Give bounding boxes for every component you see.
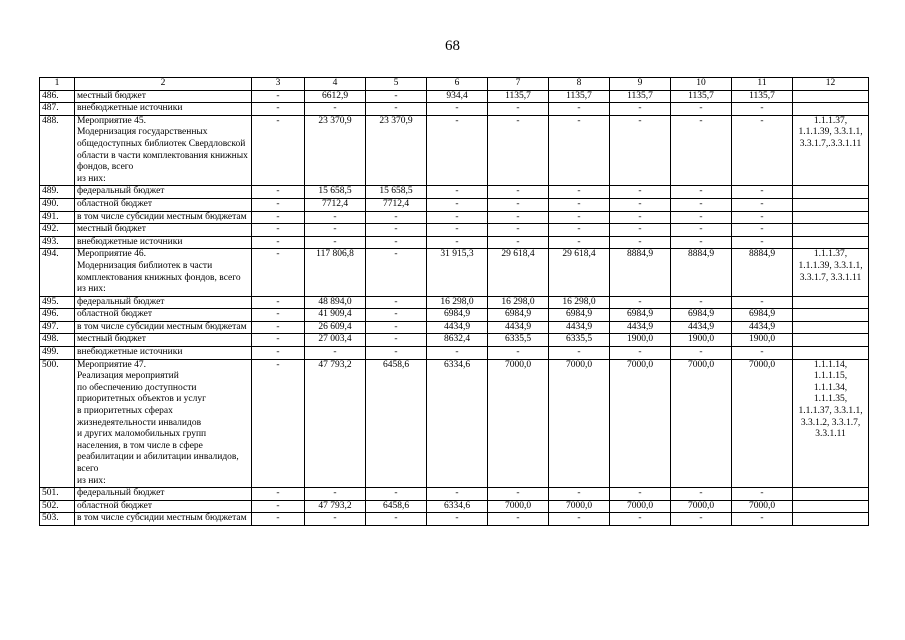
value-cell: -	[366, 224, 427, 237]
row-number-cell: 502.	[40, 500, 75, 513]
value-cell: -	[549, 186, 610, 199]
value-cell: -	[427, 211, 488, 224]
value-cell: -	[252, 359, 305, 488]
value-cell: 23 370,9	[305, 115, 366, 186]
value-cell: -	[610, 236, 671, 249]
value-cell: 8884,9	[610, 249, 671, 296]
value-cell: -	[366, 211, 427, 224]
indicator-ref-cell	[793, 500, 869, 513]
value-cell: -	[549, 347, 610, 360]
value-cell: 1900,0	[671, 334, 732, 347]
value-cell: -	[732, 236, 793, 249]
column-header: 12	[793, 78, 869, 91]
value-cell: -	[366, 296, 427, 309]
item-name-cell: Мероприятие 46. Модернизация библиотек в части комплектования книжных фондов, всего из них:	[75, 249, 252, 296]
value-cell: -	[610, 211, 671, 224]
indicator-ref-cell	[793, 224, 869, 237]
column-header: 6	[427, 78, 488, 91]
value-cell: 29 618,4	[488, 249, 549, 296]
item-name-cell: внебюджетные источники	[75, 103, 252, 116]
column-header: 9	[610, 78, 671, 91]
table-row	[40, 115, 869, 186]
indicator-ref-cell	[793, 309, 869, 322]
value-cell: -	[305, 224, 366, 237]
value-cell: 7000,0	[610, 359, 671, 488]
row-number-cell: 501.	[40, 488, 75, 501]
row-number-cell: 497.	[40, 321, 75, 334]
row-number-cell: 498.	[40, 334, 75, 347]
budget-table	[39, 77, 869, 526]
value-cell: -	[671, 211, 732, 224]
table-row	[40, 90, 869, 103]
value-cell: 7000,0	[488, 359, 549, 488]
value-cell: -	[732, 296, 793, 309]
value-cell: 4434,9	[427, 321, 488, 334]
value-cell: -	[488, 186, 549, 199]
value-cell: 15 658,5	[305, 186, 366, 199]
table-row	[40, 186, 869, 199]
value-cell: 6984,9	[732, 309, 793, 322]
item-name-cell: областной бюджет	[75, 198, 252, 211]
value-cell: -	[549, 488, 610, 501]
value-cell: -	[610, 186, 671, 199]
value-cell: -	[610, 103, 671, 116]
value-cell: -	[549, 513, 610, 526]
value-cell: -	[252, 296, 305, 309]
item-name-cell: в том числе субсидии местным бюджетам	[75, 321, 252, 334]
column-header: 2	[75, 78, 252, 91]
table-row	[40, 334, 869, 347]
column-header: 7	[488, 78, 549, 91]
value-cell: -	[610, 198, 671, 211]
value-cell: -	[427, 224, 488, 237]
value-cell: -	[366, 334, 427, 347]
table-row	[40, 500, 869, 513]
page-number: 68	[445, 38, 460, 54]
value-cell: -	[732, 347, 793, 360]
table-row	[40, 224, 869, 237]
item-name-cell: областной бюджет	[75, 500, 252, 513]
table-row	[40, 488, 869, 501]
value-cell: -	[427, 488, 488, 501]
value-cell: -	[671, 186, 732, 199]
value-cell: -	[610, 115, 671, 186]
value-cell: -	[252, 198, 305, 211]
value-cell: -	[671, 488, 732, 501]
value-cell: -	[366, 347, 427, 360]
value-cell: -	[366, 103, 427, 116]
value-cell: -	[305, 103, 366, 116]
value-cell: 31 915,3	[427, 249, 488, 296]
table-row	[40, 296, 869, 309]
table-row	[40, 103, 869, 116]
column-header: 3	[252, 78, 305, 91]
value-cell: 7712,4	[305, 198, 366, 211]
value-cell: -	[252, 211, 305, 224]
value-cell: 4434,9	[610, 321, 671, 334]
column-header: 1	[40, 78, 75, 91]
value-cell: -	[671, 347, 732, 360]
indicator-ref-cell	[793, 347, 869, 360]
value-cell: 1135,7	[488, 90, 549, 103]
value-cell: -	[252, 513, 305, 526]
value-cell: 16 298,0	[488, 296, 549, 309]
value-cell: -	[305, 488, 366, 501]
table-row	[40, 321, 869, 334]
value-cell: 934,4	[427, 90, 488, 103]
item-name-cell: внебюджетные источники	[75, 236, 252, 249]
value-cell: -	[427, 198, 488, 211]
value-cell: -	[252, 115, 305, 186]
value-cell: -	[610, 224, 671, 237]
value-cell: -	[610, 296, 671, 309]
row-number-cell: 489.	[40, 186, 75, 199]
value-cell: -	[366, 249, 427, 296]
value-cell: 6984,9	[671, 309, 732, 322]
value-cell: -	[732, 186, 793, 199]
value-cell: 8884,9	[732, 249, 793, 296]
value-cell: -	[732, 211, 793, 224]
indicator-ref-cell	[793, 513, 869, 526]
row-number-cell: 488.	[40, 115, 75, 186]
item-name-cell: Мероприятие 47. Реализация мероприятий по обеспечению доступности приоритетных объектов и услуг в приоритетных сферах жизнедеятельности инвалидов и других маломобильных групп населения, в том числе в сфере реабилитации и абилитации инвалидов, всего из них:	[75, 359, 252, 488]
value-cell: -	[549, 211, 610, 224]
value-cell: -	[488, 347, 549, 360]
table-row	[40, 249, 869, 296]
item-name-cell: областной бюджет	[75, 309, 252, 322]
row-number-cell: 492.	[40, 224, 75, 237]
value-cell: -	[549, 236, 610, 249]
column-header: 8	[549, 78, 610, 91]
value-cell: 48 894,0	[305, 296, 366, 309]
value-cell: -	[549, 198, 610, 211]
value-cell: -	[252, 103, 305, 116]
value-cell: 7000,0	[671, 500, 732, 513]
row-number-cell: 487.	[40, 103, 75, 116]
value-cell: -	[305, 513, 366, 526]
value-cell: -	[671, 115, 732, 186]
value-cell: -	[671, 513, 732, 526]
item-name-cell: в том числе субсидии местным бюджетам	[75, 513, 252, 526]
value-cell: -	[732, 488, 793, 501]
value-cell: 7000,0	[671, 359, 732, 488]
value-cell: 1900,0	[732, 334, 793, 347]
column-header: 5	[366, 78, 427, 91]
value-cell: 15 658,5	[366, 186, 427, 199]
indicator-ref-cell	[793, 198, 869, 211]
row-number-cell: 486.	[40, 90, 75, 103]
indicator-ref-cell: 1.1.1.37, 1.1.1.39, 3.3.1.1, 3.3.1.7,.3.3.1.11	[793, 115, 869, 186]
value-cell: 6335,5	[488, 334, 549, 347]
indicator-ref-cell	[793, 211, 869, 224]
value-cell: -	[252, 186, 305, 199]
table-row	[40, 236, 869, 249]
value-cell: -	[488, 488, 549, 501]
value-cell: 29 618,4	[549, 249, 610, 296]
value-cell: -	[427, 236, 488, 249]
value-cell: -	[305, 347, 366, 360]
value-cell: -	[366, 236, 427, 249]
value-cell: -	[671, 224, 732, 237]
value-cell: 6334,6	[427, 359, 488, 488]
item-name-cell: местный бюджет	[75, 224, 252, 237]
value-cell: -	[366, 513, 427, 526]
value-cell: -	[488, 236, 549, 249]
value-cell: 6335,5	[549, 334, 610, 347]
value-cell: 8884,9	[671, 249, 732, 296]
row-number-cell: 503.	[40, 513, 75, 526]
value-cell: 7712,4	[366, 198, 427, 211]
value-cell: -	[671, 236, 732, 249]
value-cell: -	[252, 224, 305, 237]
value-cell: -	[549, 115, 610, 186]
value-cell: -	[252, 334, 305, 347]
value-cell: 4434,9	[732, 321, 793, 334]
value-cell: -	[252, 321, 305, 334]
value-cell: 7000,0	[610, 500, 671, 513]
value-cell: 27 003,4	[305, 334, 366, 347]
value-cell: -	[488, 211, 549, 224]
indicator-ref-cell	[793, 488, 869, 501]
value-cell: -	[427, 115, 488, 186]
item-name-cell: местный бюджет	[75, 334, 252, 347]
value-cell: 6984,9	[549, 309, 610, 322]
value-cell: -	[427, 103, 488, 116]
value-cell: 1135,7	[610, 90, 671, 103]
value-cell: 23 370,9	[366, 115, 427, 186]
value-cell: -	[610, 347, 671, 360]
value-cell: 6458,6	[366, 500, 427, 513]
indicator-ref-cell	[793, 90, 869, 103]
indicator-ref-cell: 1.1.1.14, 1.1.1.15, 1.1.1.34, 1.1.1.35, 1.1.1.37, 3.3.1.1, 3.3.1.2, 3.3.1.7, 3.3.1.11	[793, 359, 869, 488]
value-cell: -	[366, 309, 427, 322]
value-cell: -	[252, 90, 305, 103]
value-cell: 7000,0	[732, 500, 793, 513]
value-cell: 1135,7	[549, 90, 610, 103]
value-cell: 6334,6	[427, 500, 488, 513]
value-cell: -	[488, 513, 549, 526]
value-cell: -	[549, 103, 610, 116]
column-header: 10	[671, 78, 732, 91]
value-cell: -	[366, 488, 427, 501]
value-cell: -	[732, 198, 793, 211]
value-cell: -	[488, 198, 549, 211]
value-cell: -	[671, 103, 732, 116]
value-cell: -	[488, 115, 549, 186]
row-number-cell: 500.	[40, 359, 75, 488]
table-row	[40, 513, 869, 526]
value-cell: 8632,4	[427, 334, 488, 347]
value-cell: -	[252, 249, 305, 296]
row-number-cell: 491.	[40, 211, 75, 224]
value-cell: 7000,0	[488, 500, 549, 513]
indicator-ref-cell	[793, 236, 869, 249]
value-cell: 6458,6	[366, 359, 427, 488]
value-cell: 47 793,2	[305, 359, 366, 488]
value-cell: 4434,9	[671, 321, 732, 334]
value-cell: -	[732, 224, 793, 237]
value-cell: 4434,9	[549, 321, 610, 334]
table-row	[40, 211, 869, 224]
item-name-cell: федеральный бюджет	[75, 488, 252, 501]
value-cell: 6612,9	[305, 90, 366, 103]
item-name-cell: федеральный бюджет	[75, 186, 252, 199]
value-cell: 16 298,0	[549, 296, 610, 309]
value-cell: -	[252, 347, 305, 360]
value-cell: -	[610, 513, 671, 526]
value-cell: -	[305, 211, 366, 224]
value-cell: 1900,0	[610, 334, 671, 347]
row-number-cell: 490.	[40, 198, 75, 211]
value-cell: -	[427, 186, 488, 199]
value-cell: 6984,9	[488, 309, 549, 322]
indicator-ref-cell	[793, 186, 869, 199]
value-cell: 1135,7	[732, 90, 793, 103]
value-cell: -	[427, 347, 488, 360]
value-cell: -	[610, 488, 671, 501]
indicator-ref-cell	[793, 321, 869, 334]
table-row	[40, 347, 869, 360]
value-cell: -	[671, 198, 732, 211]
row-number-cell: 499.	[40, 347, 75, 360]
value-cell: 7000,0	[732, 359, 793, 488]
row-number-cell: 494.	[40, 249, 75, 296]
column-header: 11	[732, 78, 793, 91]
value-cell: -	[252, 236, 305, 249]
value-cell: -	[252, 488, 305, 501]
value-cell: -	[732, 115, 793, 186]
value-cell: -	[732, 513, 793, 526]
item-name-cell: в том числе субсидии местным бюджетам	[75, 211, 252, 224]
indicator-ref-cell	[793, 103, 869, 116]
value-cell: -	[252, 500, 305, 513]
indicator-ref-cell: 1.1.1.37, 1.1.1.39, 3.3.1.1, 3.3.1.7, 3.3.1.11	[793, 249, 869, 296]
row-number-cell: 495.	[40, 296, 75, 309]
column-header: 4	[305, 78, 366, 91]
value-cell: -	[366, 90, 427, 103]
item-name-cell: федеральный бюджет	[75, 296, 252, 309]
value-cell: -	[488, 103, 549, 116]
table-row	[40, 198, 869, 211]
value-cell: 41 909,4	[305, 309, 366, 322]
value-cell: 6984,9	[610, 309, 671, 322]
item-name-cell: Мероприятие 45. Модернизация государственных общедоступных библиотек Свердловской области в части комплектования книжных фондов, всего из них:	[75, 115, 252, 186]
value-cell: -	[252, 309, 305, 322]
table-header-row	[40, 78, 869, 91]
value-cell: 7000,0	[549, 500, 610, 513]
value-cell: -	[366, 321, 427, 334]
value-cell: 4434,9	[488, 321, 549, 334]
value-cell: 47 793,2	[305, 500, 366, 513]
table-row	[40, 359, 869, 488]
value-cell: 6984,9	[427, 309, 488, 322]
value-cell: -	[305, 236, 366, 249]
item-name-cell: местный бюджет	[75, 90, 252, 103]
value-cell: -	[671, 296, 732, 309]
value-cell: 1135,7	[671, 90, 732, 103]
value-cell: 117 806,8	[305, 249, 366, 296]
value-cell: -	[427, 513, 488, 526]
table-row	[40, 309, 869, 322]
value-cell: -	[488, 224, 549, 237]
value-cell: -	[549, 224, 610, 237]
row-number-cell: 493.	[40, 236, 75, 249]
item-name-cell: внебюджетные источники	[75, 347, 252, 360]
value-cell: 26 609,4	[305, 321, 366, 334]
row-number-cell: 496.	[40, 309, 75, 322]
value-cell: 16 298,0	[427, 296, 488, 309]
indicator-ref-cell	[793, 296, 869, 309]
indicator-ref-cell	[793, 334, 869, 347]
value-cell: 7000,0	[549, 359, 610, 488]
value-cell: -	[732, 103, 793, 116]
